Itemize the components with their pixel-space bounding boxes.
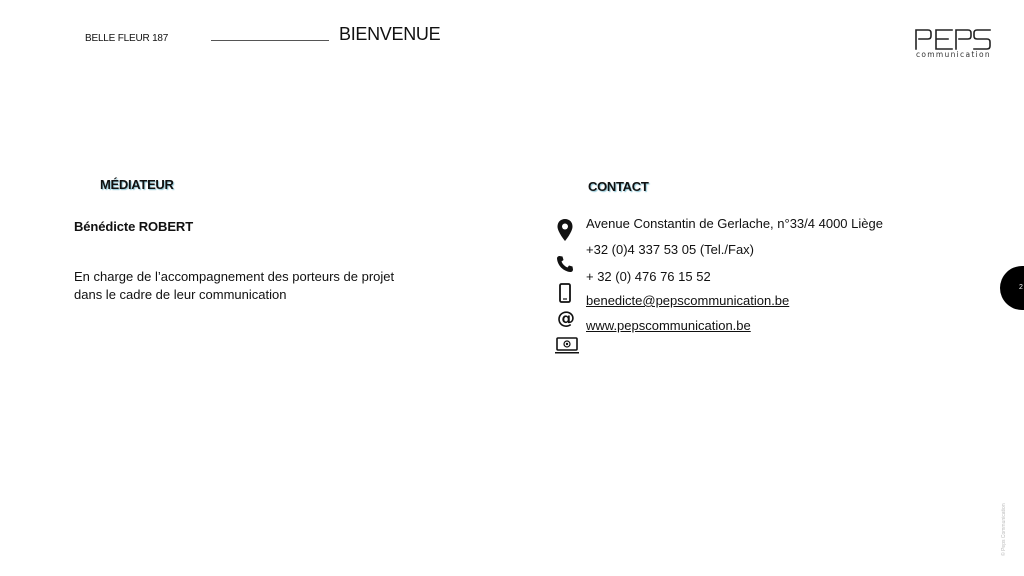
contact-address: Avenue Constantin de Gerlache, n°33/4 4000 Liège	[586, 216, 883, 231]
contact-phone-fax: +32 (0)4 337 53 05 (Tel./Fax)	[586, 242, 755, 257]
page-title: BIENVENUE	[339, 24, 441, 44]
header-code: BELLE FLEUR 187	[85, 33, 169, 44]
mobile-phone-icon	[558, 283, 572, 303]
mediator-role-line-2: dans le cadre de leur communication	[74, 287, 287, 302]
contact-website-link[interactable]: www.pepscommunication.be	[586, 318, 751, 333]
phone-icon	[556, 255, 574, 273]
logo-subtitle: communication	[916, 50, 991, 59]
mediator-section-title: MÉDIATEUR	[100, 177, 174, 192]
contact-mobile: + 32 (0) 476 76 15 52	[586, 269, 711, 284]
header-divider	[211, 40, 329, 41]
peps-logo	[914, 28, 994, 62]
at-sign-icon: @	[557, 308, 575, 329]
laptop-icon	[554, 337, 580, 355]
peps-logo-wordmark	[914, 28, 992, 50]
mediator-role-line-1: En charge de l’accompagnement des porteurs de projet	[74, 269, 395, 284]
mediator-name: Bénédicte ROBERT	[74, 219, 194, 234]
location-pin-icon	[556, 218, 574, 242]
page-number-tab	[1000, 266, 1024, 310]
contact-email-link[interactable]: benedicte@pepscommunication.be	[586, 293, 790, 308]
contact-section-title: CONTACT	[588, 179, 649, 194]
mediator-role	[74, 268, 454, 304]
copyright-note: © Peps Communication	[1001, 503, 1007, 556]
page-number: 2	[1019, 284, 1023, 291]
